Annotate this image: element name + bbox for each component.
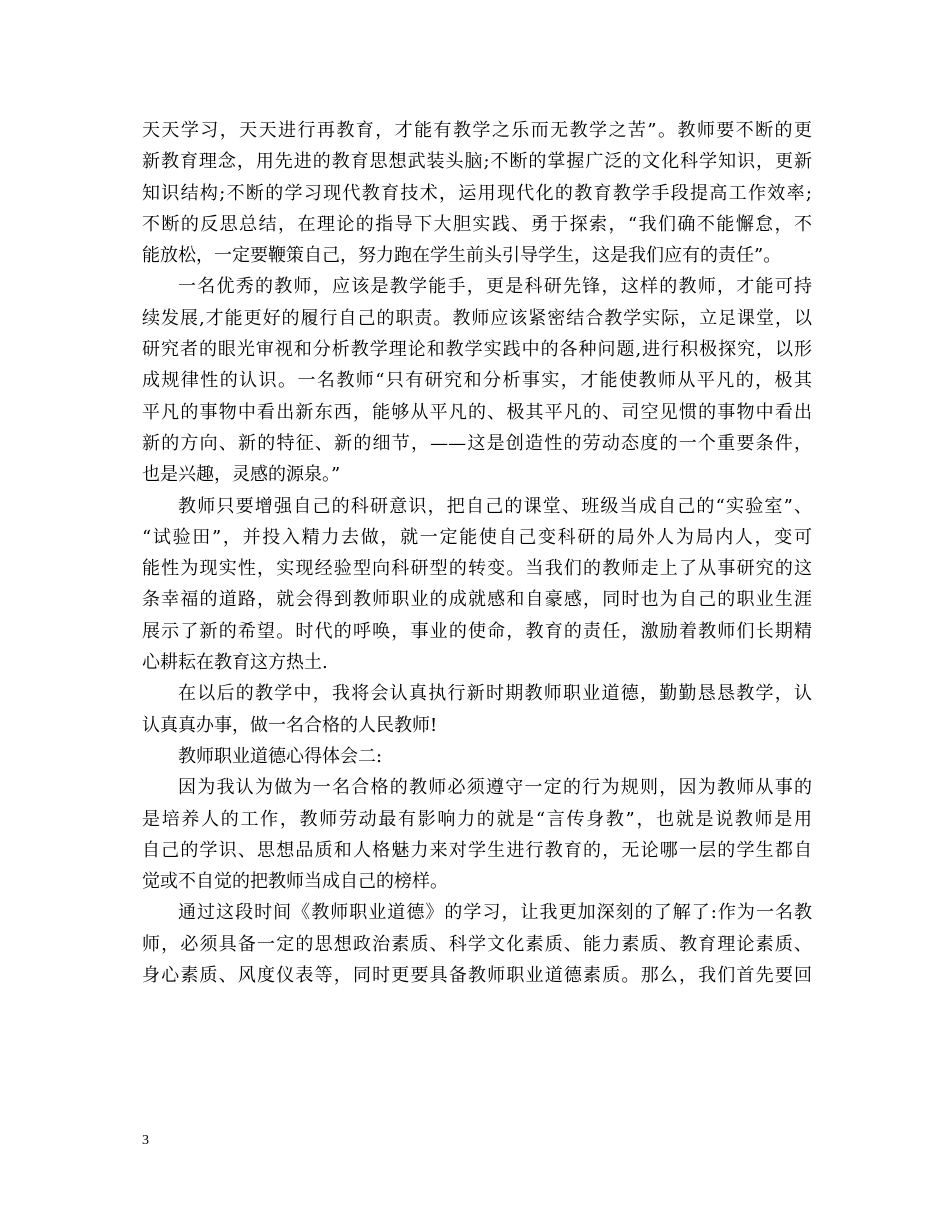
text-line: 心耕耘在教育这方热土. [142,652,328,674]
text-line: 成规律性的认识。一名教师“只有研究和分析事实，才能使教师从平凡的，极其 [142,370,812,392]
text-line: 不断的反思总结，在理论的指导下大胆实践、勇于探索，“我们确不能懈怠，不 [142,213,812,235]
text-line: 展示了新的希望。时代的呼唤，事业的使命，教育的责任，激励着教师们长期精 [142,620,812,642]
text-line: 知识结构;不断的学习现代教育技术，运用现代化的教育教学手段提高工作效率; [142,182,812,204]
text-line: 师，必须具备一定的思想政治素质、科学文化素质、能力素质、教育理论素质、 [142,933,812,955]
page-number: 3 [142,1133,149,1148]
text-line: 续发展,才能更好的履行自己的职责。教师应该紧密结合教学实际，立足课堂，以 [142,307,812,329]
text-line: 在以后的教学中，我将会认真执行新时期教师职业道德，勤勤恳恳教学，认 [178,683,812,705]
text-line: 是培养人的工作，教师劳动最有影响力的就是“言传身教”，也就是说教师是用 [142,808,812,830]
text-line: 教师职业道德心得体会二: [178,745,383,767]
text-line: 认真真办事，做一名合格的人民教师! [142,714,438,736]
text-line: 条幸福的道路，就会得到教师职业的成就感和自豪感，同时也为自己的职业生涯 [142,589,812,611]
text-line: 自己的学识、思想品质和人格魅力来对学生进行教育的，无论哪一层的学生都自 [142,839,812,861]
text-line: 新教育理念，用先进的教育思想武装头脑;不断的掌握广泛的文化科学知识，更新 [142,151,812,173]
text-line: 一名优秀的教师，应该是教学能手，更是科研先锋，这样的教师，才能可持 [178,276,812,298]
text-line: “试验田”，并投入精力去做，就一定能使自己变科研的局外人为局内人，变可 [142,526,812,548]
text-line: 能放松，一定要鞭策自己，努力跑在学生前头引导学生，这是我们应有的责任”。 [142,245,782,267]
text-line: 通过这段时间《教师职业道德》的学习，让我更加深刻的了解了:作为一名教 [178,902,812,924]
text-line: 因为我认为做为一名合格的教师必须遵守一定的行为规则，因为教师从事的 [178,777,812,799]
text-line: 教师只要增强自己的科研意识，把自己的课堂、班级当成自己的“实验室”、 [178,495,812,517]
text-line: 觉或不自觉的把教师当成自己的榜样。 [142,871,448,893]
body-text [142,115,812,991]
text-line: 研究者的眼光审视和分析教学理论和教学实践中的各种问题,进行积极探究，以形 [142,339,812,361]
text-line: 能性为现实性，实现经验型向科研型的转变。当我们的教师走上了从事研究的这 [142,558,812,580]
text-line: 新的方向、新的特征、新的细节，——这是创造性的劳动态度的一个重要条件， [142,432,812,454]
text-line: 平凡的事物中看出新东西，能够从平凡的、极其平凡的、司空见惯的事物中看出 [142,401,812,423]
text-line: 天天学习，天天进行再教育，才能有教学之乐而无教学之苦”。教师要不断的更 [142,120,812,141]
text-line: 身心素质、风度仪表等，同时更要具备教师职业道德素质。那么，我们首先要回 [142,965,812,987]
text-line: 也是兴趣，灵感的源泉。” [142,464,341,486]
